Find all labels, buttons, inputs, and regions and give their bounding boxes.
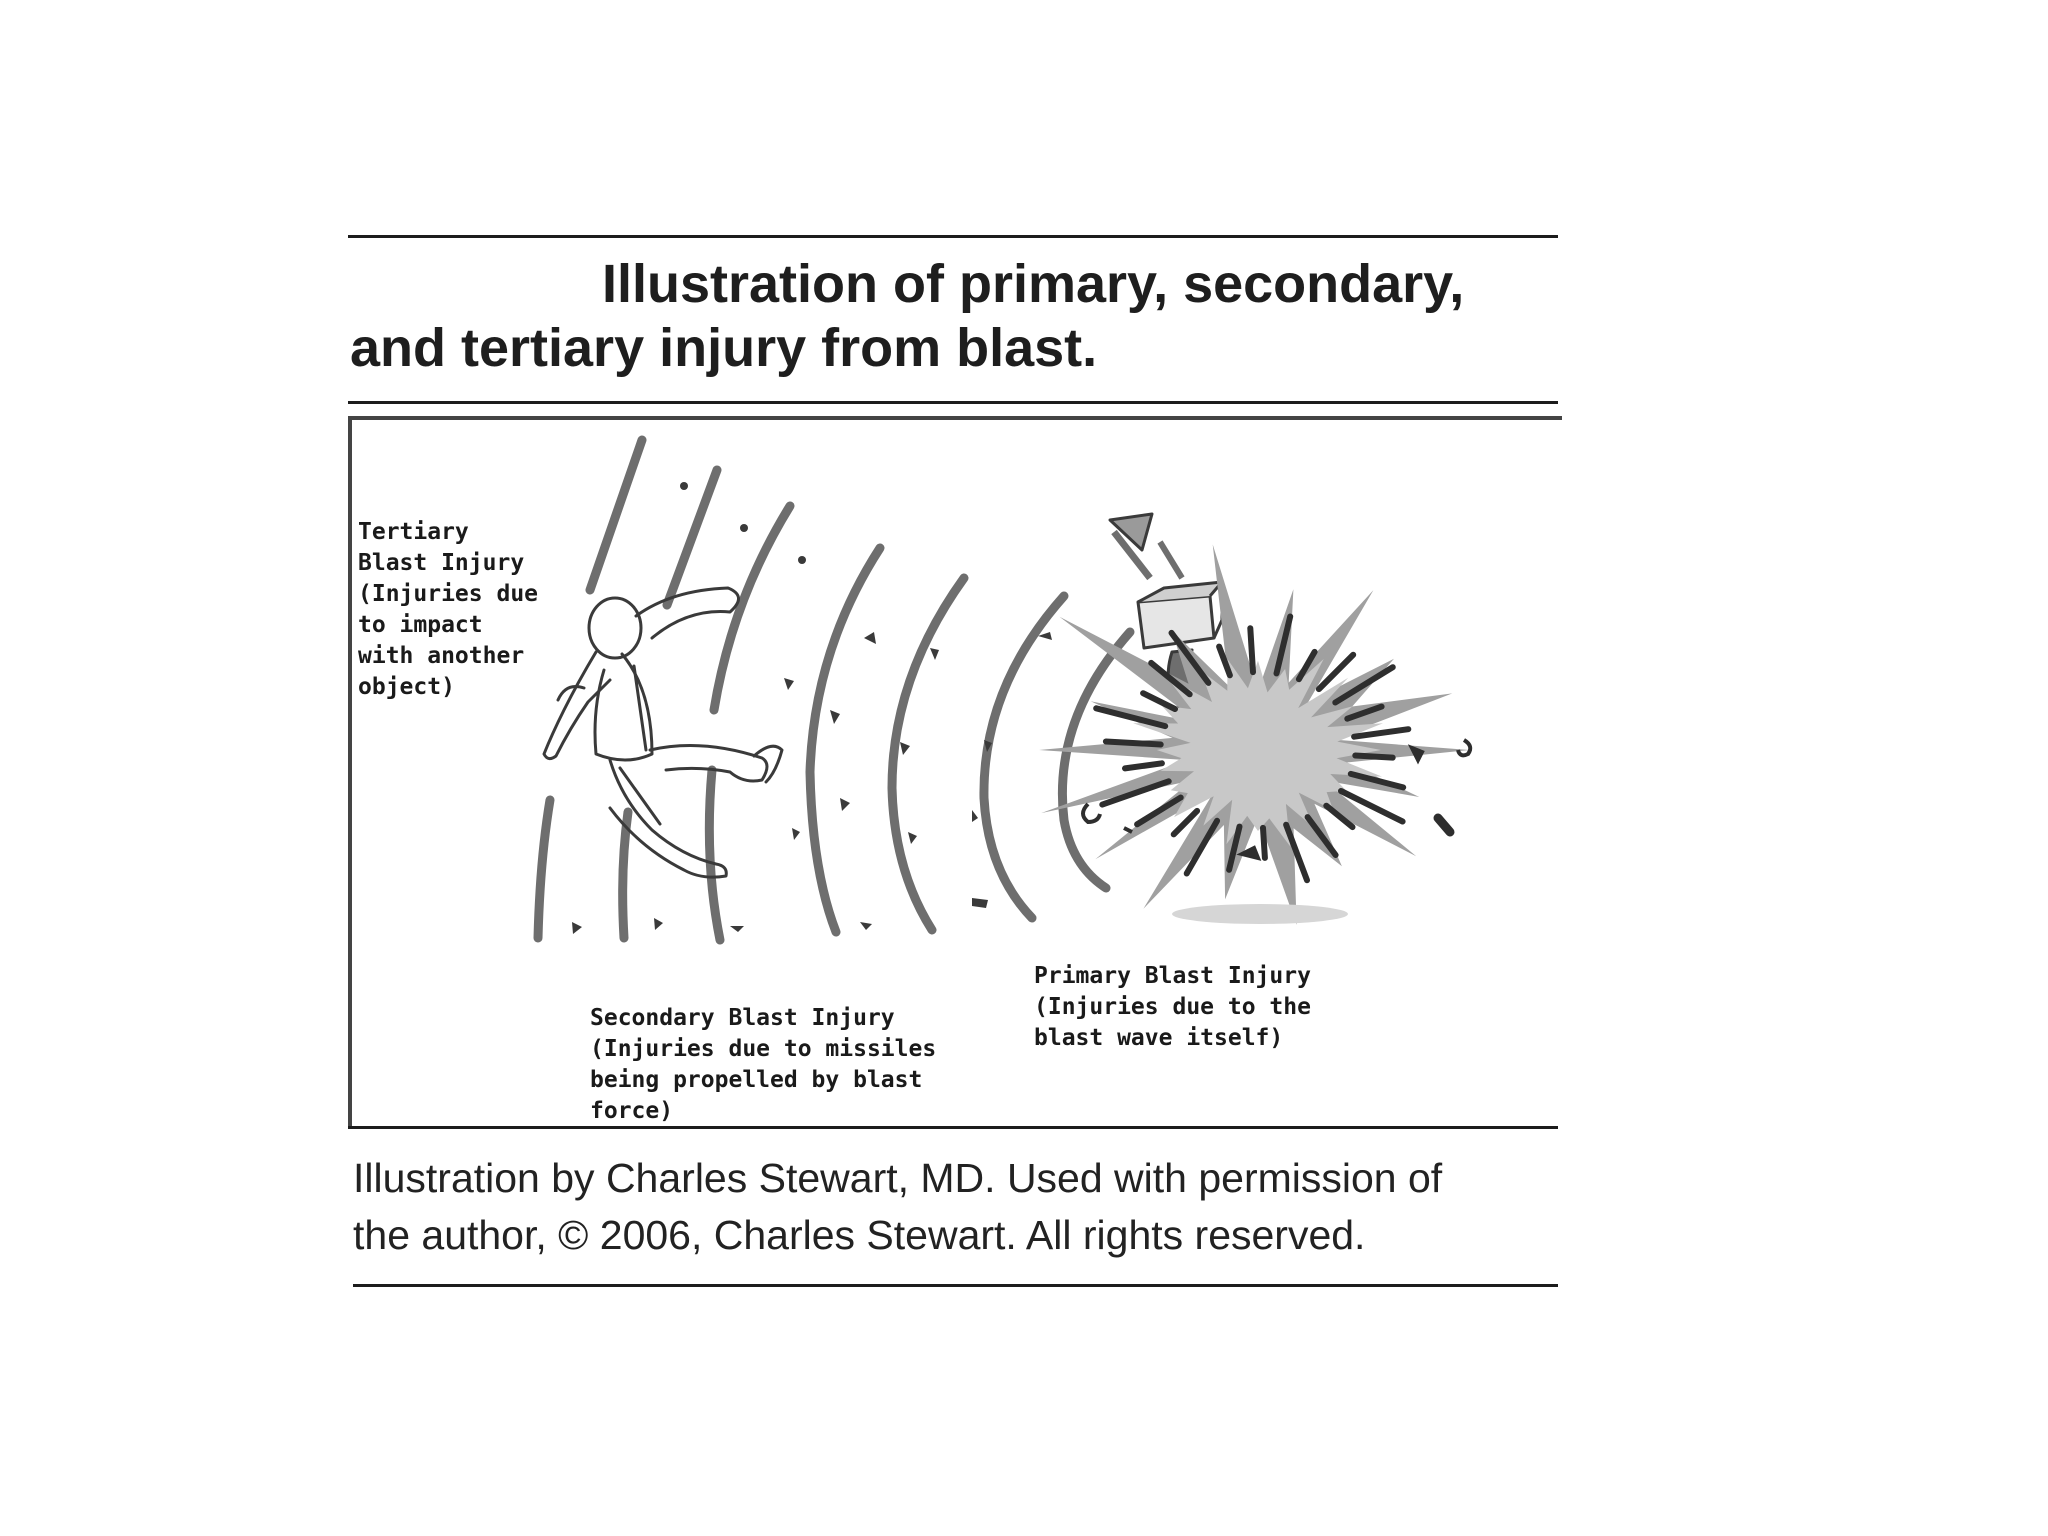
wave-arc-7 <box>1062 632 1130 888</box>
wave-arc-3-lower <box>709 770 720 940</box>
tertiary-heading-1: Tertiary <box>358 519 469 545</box>
blast-debris <box>572 482 1052 934</box>
secondary-heading: Secondary Blast Injury <box>590 1005 895 1031</box>
wave-arc-2-lower <box>623 812 628 938</box>
caption-line-2: the author, © 2006, Charles Stewart. All rights reserved. <box>353 1212 1366 1258</box>
secondary-description: (Injuries due to missiles being propelled by blast force) <box>590 1036 937 1124</box>
burst-ray <box>1125 763 1162 768</box>
top-rule <box>348 235 1558 238</box>
title-bottom-rule <box>348 401 1558 404</box>
tertiary-blast-label <box>358 486 558 734</box>
wave-arc-3 <box>714 506 790 710</box>
primary-heading: Primary Blast Injury <box>1034 963 1311 989</box>
explosion-burst-icon <box>1039 544 1470 925</box>
wave-arc-4 <box>810 548 880 932</box>
wave-arc-1-lower <box>538 800 550 938</box>
blast-wave-arcs <box>538 440 1130 940</box>
wave-arc-1 <box>590 440 642 590</box>
figure-credit-caption <box>353 1150 1553 1264</box>
burst-ray <box>1263 828 1265 858</box>
person-thrown-icon <box>544 588 782 877</box>
figure-title-line-1: Illustration of primary, secondary, <box>602 254 1465 314</box>
burst-ray <box>1355 756 1392 758</box>
blast-illustration <box>348 416 1562 1126</box>
figure-bottom-rule <box>348 1126 1558 1129</box>
caption-line-1: Illustration by Charles Stewart, MD. Used with permission of <box>353 1155 1443 1201</box>
figure-title <box>350 252 1560 380</box>
wave-arc-2 <box>667 470 717 605</box>
primary-blast-label <box>1034 930 1374 1085</box>
tertiary-heading-2: Blast Injury <box>358 550 525 576</box>
primary-description: (Injuries due to the blast wave itself) <box>1034 994 1311 1051</box>
figure-title-line-2: and tertiary injury from blast. <box>350 318 1098 378</box>
burst-ray <box>1106 742 1161 745</box>
tertiary-description: (Injuries due to impact with another object) <box>358 581 539 700</box>
caption-bottom-rule <box>353 1284 1558 1287</box>
burst-ray <box>1250 628 1253 672</box>
secondary-blast-label <box>590 972 1010 1158</box>
wave-arc-6 <box>984 596 1064 918</box>
